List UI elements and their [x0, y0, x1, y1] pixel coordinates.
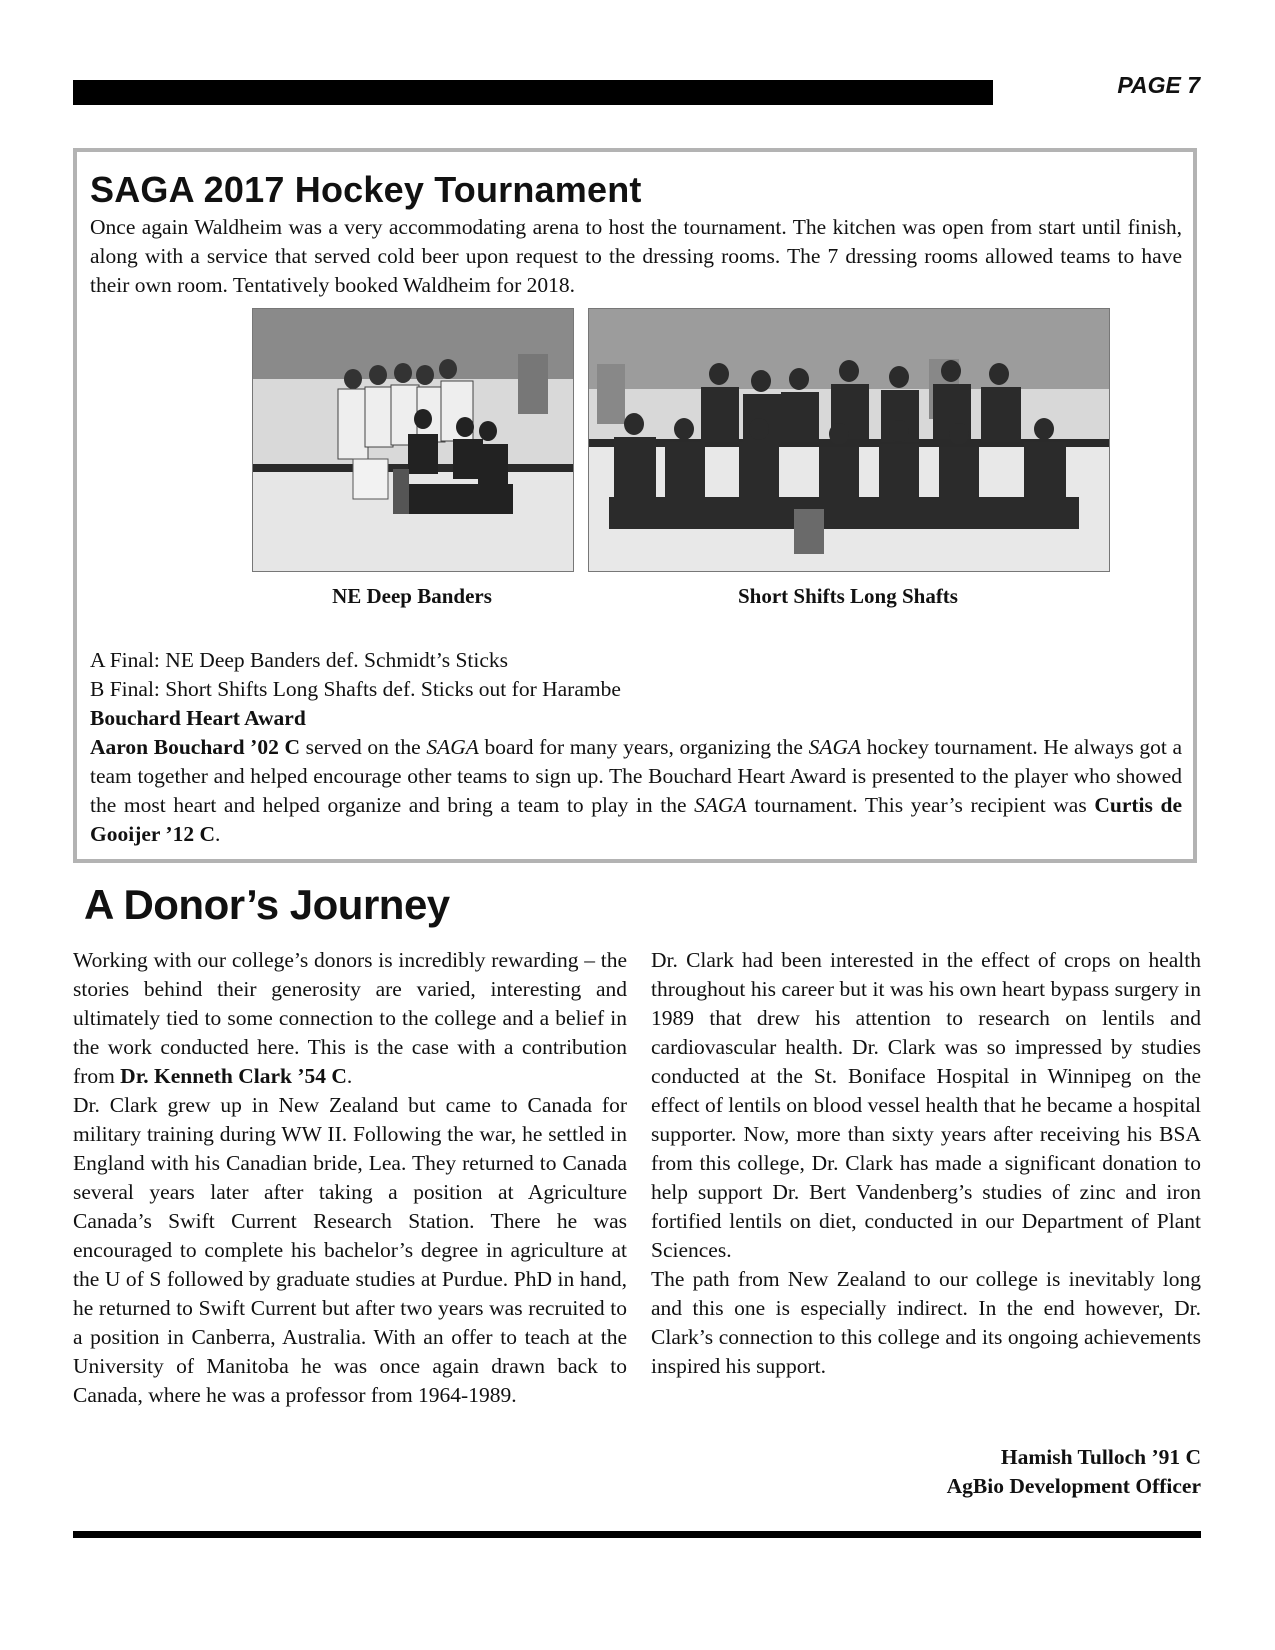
donor-paragraph: Dr. Clark grew up in New Zealand but came to Canada for military training during WW II. Following the war, he settled in England with his Canadian bride, Lea. They returned to Canada several years later after taking a position at Agriculture Canada’s Swift Current Research Station. There he was encouraged to complete his bachelor’s degree in agriculture at the U of S followed by graduate studies at Purdue. PhD in hand, he returned to Swift Current but after two years was recruited to a position in Canberra, Australia. With an offer to teach at the University of Manitoba he was once again drawn back to Canada, where he was a professor from 1964-1989.	[73, 1093, 627, 1407]
donor-name: Dr. Kenneth Clark ’54 C	[120, 1064, 347, 1088]
donor-paragraph: The path from New Zealand to our college is inevitably long and this one is especially indirect. In the end however, Dr. Clark’s connection to this college and its ongoing achievements inspired his support.	[651, 1267, 1201, 1378]
saga-intro-paragraph: Once again Waldheim was a very accommodating arena to host the tournament. The kitchen was open from start until finish, along with a service that served cold beer upon request to the dressing rooms. The 7 dressing rooms allowed teams to have their own room. Tentatively booked Waldheim for 2018.	[90, 215, 1182, 297]
photo-caption: Short Shifts Long Shafts	[738, 584, 958, 608]
author-name: Hamish Tulloch ’91 C	[1000, 1445, 1201, 1469]
author-title: AgBio Development Officer	[946, 1474, 1201, 1498]
donor-column-right	[651, 946, 1201, 1381]
tournament-results	[90, 646, 1182, 849]
b-final-result: B Final: Short Shifts Long Shafts def. Sticks out for Harambe	[90, 677, 621, 701]
header-rule	[73, 80, 993, 105]
photo-caption: NE Deep Banders	[332, 584, 492, 608]
award-paragraph: Aaron Bouchard ’02 C served on the SAGA board for many years, organizing the SAGA hockey tournament. He always got a team together and helped encourage other teams to sign up. The Bouchard Heart Award is presented to the player who showed the most heart and helped organize and bring a team to play in the SAGA tournament. This year’s recipient was Curtis de Gooijer ’12 C.	[90, 735, 1182, 846]
award-heading: Bouchard Heart Award	[90, 706, 306, 730]
a-final-result: A Final: NE Deep Banders def. Schmidt’s Sticks	[90, 648, 509, 672]
donor-paragraph: Working with our college’s donors is incredibly rewarding – the stories behind their generosity are varied, interesting and ultimately tied to some connection to the college and a belief in the work conducted here. This is the case with a contribution from Dr. Kenneth Clark ’54 C.	[73, 948, 627, 1088]
footer-rule	[73, 1531, 1201, 1538]
ne-deep-banders-photo	[252, 308, 574, 572]
author-signature	[651, 1443, 1201, 1501]
donor-article-title: A Donor’s Journey	[84, 881, 450, 928]
saga-article-box	[73, 148, 1197, 863]
award-founder-name: Aaron Bouchard ’02 C	[90, 735, 300, 759]
short-shifts-long-shafts-photo	[588, 308, 1110, 572]
page-number: PAGE 7	[1117, 72, 1200, 98]
donor-paragraph: Dr. Clark had been interested in the effect of crops on health throughout his career but it was his own heart bypass surgery in 1989 that drew his attention to research on lentils and cardiovascular health. Dr. Clark was so impressed by studies conducted at the St. Boniface Hospital in Winnipeg on the effect of lentils on blood vessel health that he became a hospital supporter. Now, more than sixty years after receiving his BSA from this college, Dr. Clark has made a significant donation to help support Dr. Bert Vandenberg’s studies of zinc and iron fortified lentils on diet, conducted in our Department of Plant Sciences.	[651, 948, 1201, 1262]
donor-column-left	[73, 946, 627, 1410]
saga-article-title: SAGA 2017 Hockey Tournament	[90, 169, 642, 210]
award-recipient-name: Curtis de Gooijer ’12 C	[90, 793, 1182, 846]
